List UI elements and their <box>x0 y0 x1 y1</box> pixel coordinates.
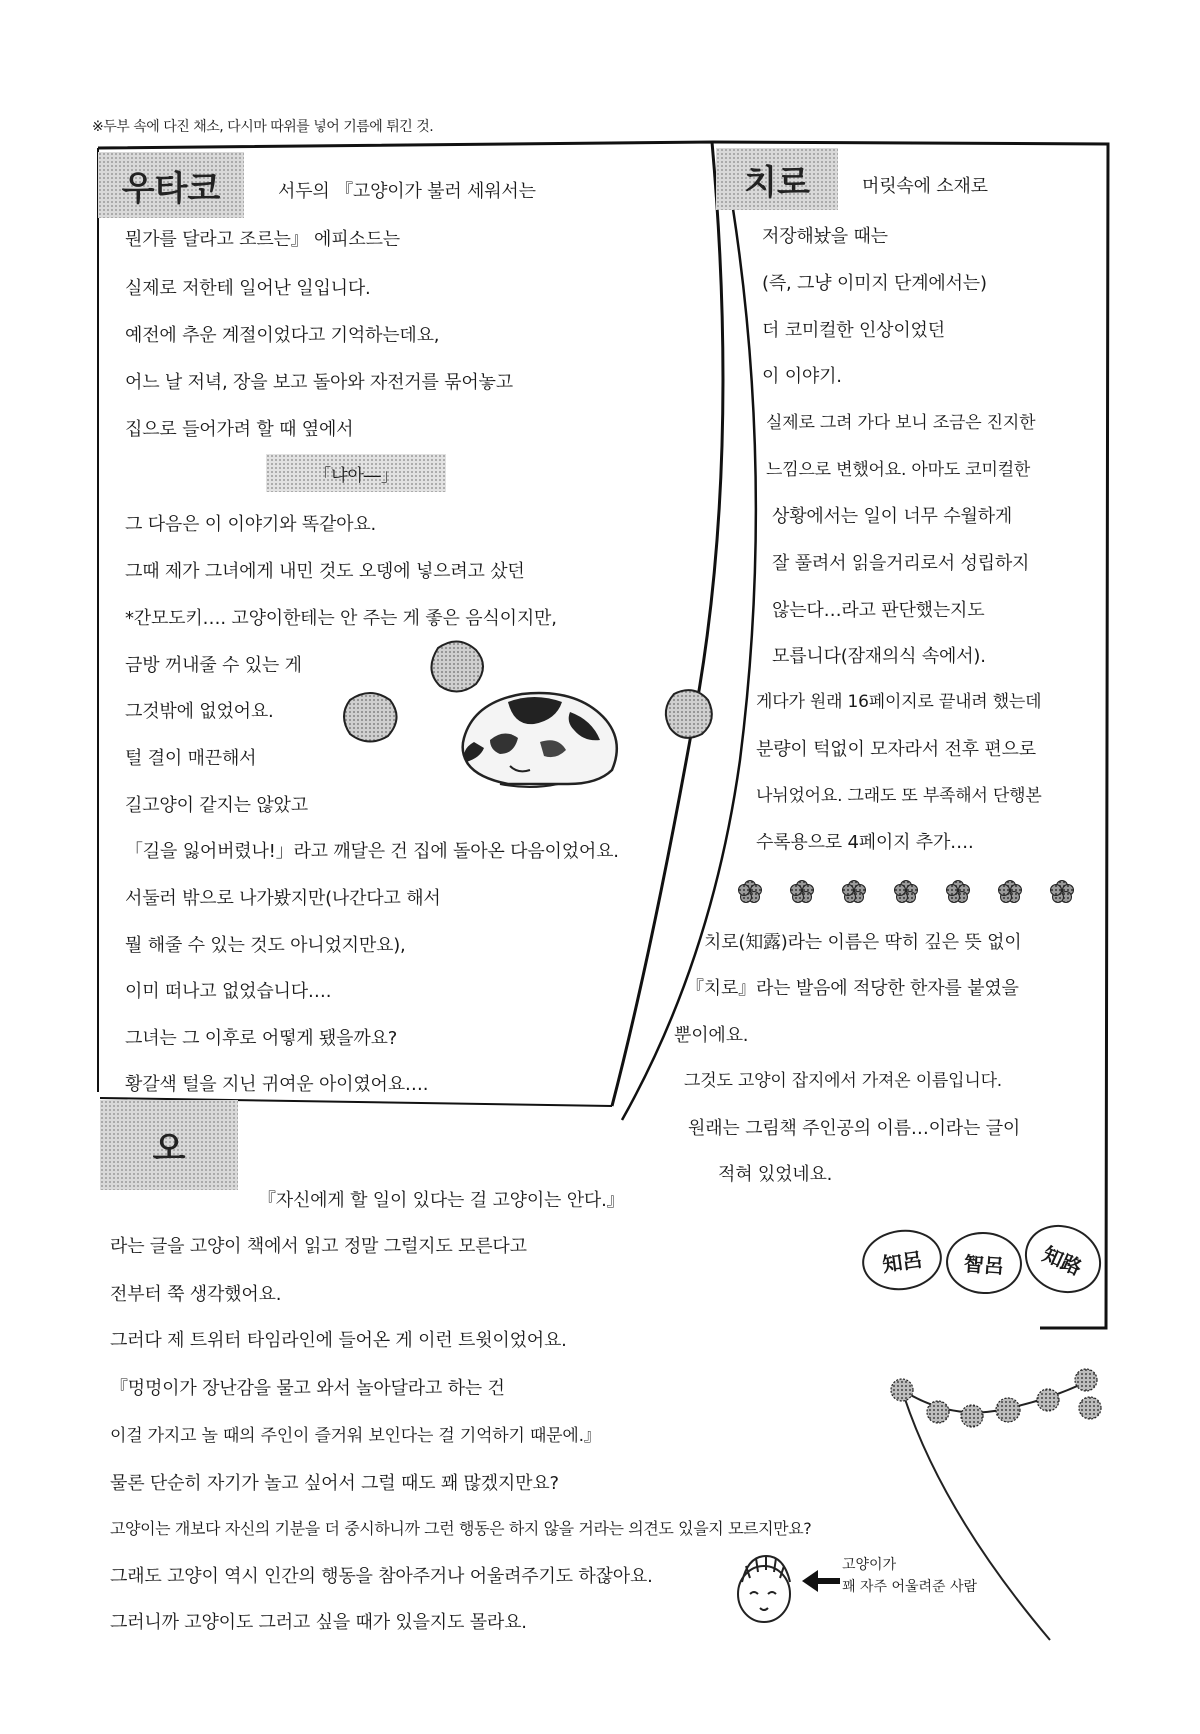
name-bubble-text: 智呂 <box>963 1251 1005 1278</box>
chiro-line: 분량이 턱없이 모자라서 전후 편으로 <box>756 739 1036 760</box>
chiro-line: 원래는 그림책 주인공의 이름…이라는 글이 <box>688 1118 1021 1139</box>
chiro-line: 나뉘었어요. 그래도 또 부족해서 단행본 <box>756 786 1042 806</box>
utako-line: 그 다음은 이 이야기와 똑같아요. <box>125 514 377 535</box>
name-bubble-text: 知呂 <box>880 1246 924 1277</box>
illustration-caption-line: 꽤 자주 어울려준 사람 <box>842 1579 978 1595</box>
utako-line: 털 결이 매끈해서 <box>125 748 257 769</box>
utako-line: 예전에 추운 계절이었다고 기억하는데요, <box>125 325 440 346</box>
flower-icon <box>791 881 814 903</box>
utako-line: *간모도키…. 고양이한테는 안 주는 게 좋은 음식이지만, <box>125 608 557 629</box>
chiro-line: 수록용으로 4페이지 추가…. <box>756 832 974 853</box>
tab-chiro <box>716 148 838 210</box>
chiro-line: 상황에서는 일이 너무 수월하게 <box>772 506 1013 527</box>
utako-line: 어느 날 저녁, 장을 보고 돌아와 자전거를 묶어놓고 <box>125 372 513 393</box>
utako-line: 서둘러 밖으로 나가봤지만(나간다고 해서 <box>125 888 441 909</box>
utako-line: 뭔가를 달라고 조르는』 에피소드는 <box>125 229 400 250</box>
chiro-line: 잘 풀려서 읽을거리로서 성립하지 <box>772 553 1030 574</box>
utako-line: 그녀는 그 이후로 어떻게 됐을까요? <box>125 1028 398 1049</box>
o-line: 『자신에게 할 일이 있다는 걸 고양이는 안다.』 <box>258 1190 625 1211</box>
chiro-line: 머릿속에 소재로 <box>862 176 988 197</box>
tab-utako-label: 우타코 <box>121 168 221 209</box>
chiro-line: 적혀 있었네요. <box>718 1164 833 1185</box>
utako-line: 이미 떠나고 없었습니다…. <box>125 981 332 1002</box>
utako-line: 그때 제가 그녀에게 내민 것도 오뎅에 넣으려고 샀던 <box>125 561 525 582</box>
tab-o-label: 오 <box>152 1128 186 1169</box>
name-bubble-text: 知路 <box>1039 1241 1086 1280</box>
utako-line: 길고양이 같지는 않았고 <box>125 795 308 816</box>
cat-body <box>463 693 617 787</box>
tab-o <box>100 1100 238 1190</box>
o-line: 『멍멍이가 장난감을 물고 와서 놀아달라고 하는 건 <box>110 1378 505 1399</box>
utako-line: 「길을 잃어버렸나!」라고 깨달은 건 집에 돌아온 다음이었어요. <box>125 841 619 862</box>
chiro-line: 이 이야기. <box>762 366 842 387</box>
chiro-line: 실제로 그려 가다 보니 조금은 진지한 <box>766 413 1036 433</box>
utako-line: 황갈색 털을 지닌 귀여운 아이였어요…. <box>125 1074 429 1095</box>
flower-icon <box>947 881 970 903</box>
meow-quote-text: 「냐아―」 <box>314 465 398 486</box>
flower-icon <box>739 881 762 903</box>
o-line: 라는 글을 고양이 책에서 읽고 정말 그럴지도 모른다고 <box>110 1236 527 1257</box>
chiro-line: 더 코미컬한 인상이었던 <box>762 320 945 341</box>
utako-line: 집으로 들어가려 할 때 옆에서 <box>125 419 354 440</box>
flower-icon <box>1051 881 1074 903</box>
chiro-line: 그것도 고양이 잡지에서 가져온 이름입니다. <box>684 1071 1003 1091</box>
utako-line: 실제로 저한테 일어난 일입니다. <box>125 278 371 299</box>
arrow-left-icon <box>800 1568 842 1594</box>
tab-chiro-label: 치로 <box>744 162 810 203</box>
footnote: ※두부 속에 다진 채소, 다시마 따위를 넣어 기름에 튀긴 것. <box>92 119 434 135</box>
chiro-line: 않는다…라고 판단했는지도 <box>772 600 985 621</box>
flower-divider <box>736 876 1086 908</box>
flower-icon <box>999 881 1022 903</box>
o-line: 그래도 고양이 역시 인간의 행동을 참아주거나 어울려주기도 하잖아요. <box>110 1566 653 1587</box>
chiro-line: 저장해놨을 때는 <box>762 226 888 247</box>
o-line: 그러다 제 트위터 타임라인에 들어온 게 이런 트윗이었어요. <box>110 1330 567 1351</box>
tab-utako <box>98 152 244 218</box>
utako-line: 금방 꺼내줄 수 있는 게 <box>125 655 302 676</box>
utako-line: 그것밖에 없었어요. <box>125 701 274 722</box>
chiro-line: (즉, 그냥 이미지 단계에서는) <box>762 273 987 294</box>
cat-sleeping-illustration <box>340 630 720 810</box>
cat-teaser-toy-icon <box>880 1360 1120 1650</box>
flower-icon <box>843 881 866 903</box>
o-line: 이걸 가지고 놀 때의 주인이 즐거워 보인다는 걸 기억하기 때문에.』 <box>110 1426 601 1446</box>
chiro-line: 치로(知露)라는 이름은 딱히 깊은 뜻 없이 <box>704 932 1022 953</box>
o-line: 그러니까 고양이도 그러고 싶을 때가 있을지도 몰라요. <box>110 1612 527 1633</box>
utako-line: 서두의 『고양이가 불러 세워서는 <box>278 181 536 202</box>
chiro-line: 모릅니다(잠재의식 속에서). <box>772 646 986 667</box>
meow-quote-pill <box>266 454 446 492</box>
chiro-line: 『치로』라는 발음에 적당한 한자를 붙였을 <box>686 978 1019 999</box>
flower-icon <box>895 881 918 903</box>
illustration-caption-line: 고양이가 <box>842 1557 897 1573</box>
o-line: 고양이는 개보다 자신의 기분을 더 중시하니까 그런 행동은 하지 않을 거라는 의견도 있을지 모르지만요? <box>110 1519 812 1538</box>
o-line: 전부터 쭉 생각했어요. <box>110 1284 282 1305</box>
chiro-line: 느낌으로 변했어요. 아마도 코미컬한 <box>766 460 1031 480</box>
chiro-line: 게다가 원래 16페이지로 끝내려 했는데 <box>756 692 1042 712</box>
o-line: 물론 단순히 자기가 놀고 싶어서 그럴 때도 꽤 많겠지만요? <box>110 1473 559 1494</box>
utako-line: 뭘 해줄 수 있는 것도 아니었지만요), <box>125 935 406 956</box>
chiro-line: 뿐이에요. <box>674 1025 749 1046</box>
self-portrait-face-icon <box>732 1550 802 1630</box>
